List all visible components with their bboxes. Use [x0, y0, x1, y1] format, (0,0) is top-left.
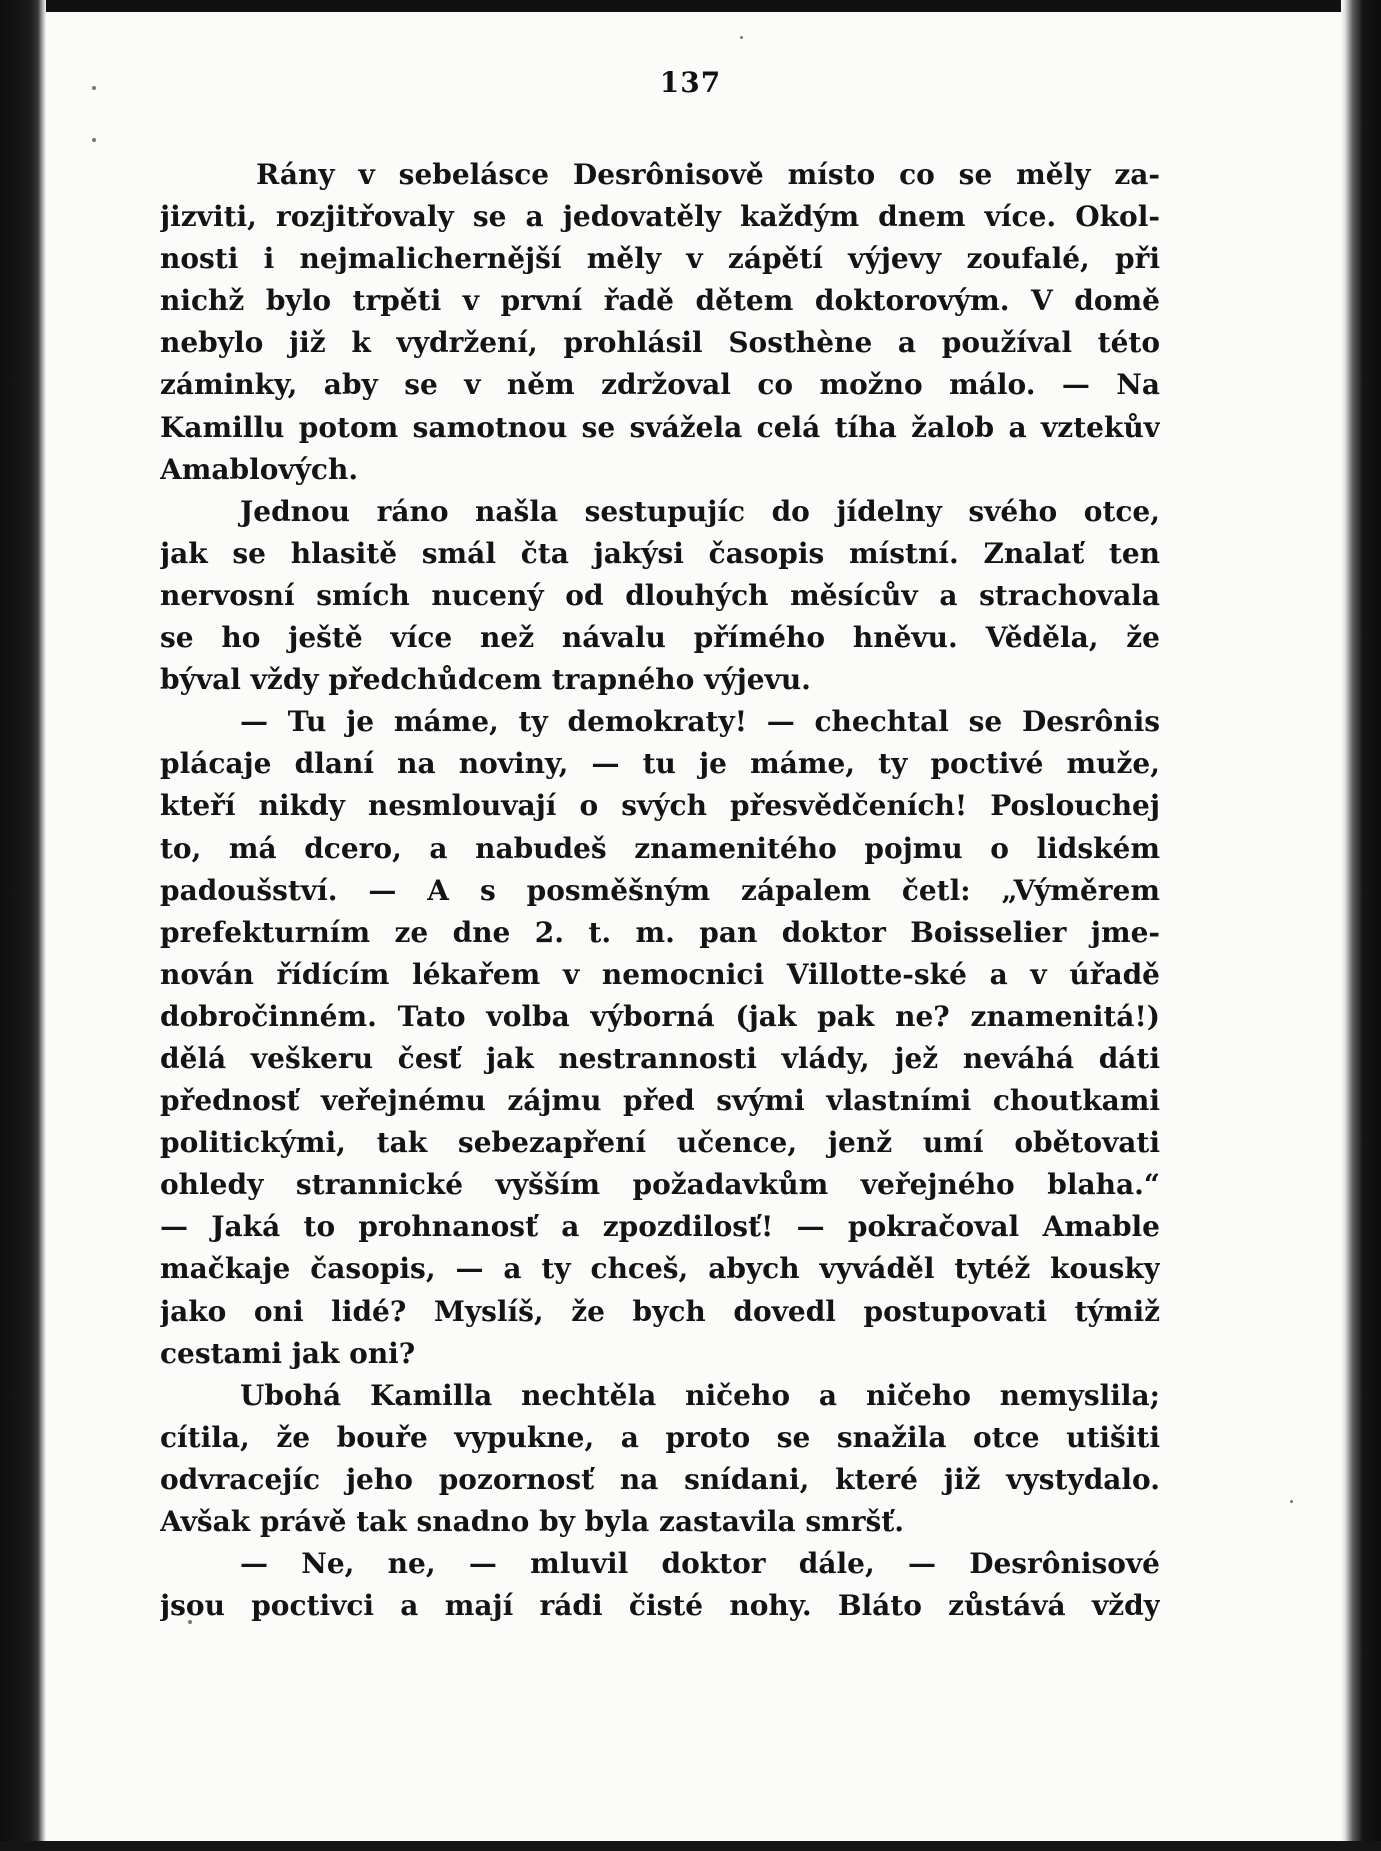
text-line: kteří nikdy nesmlouvají o svých přesvědčeních! Poslouchej	[160, 789, 1160, 823]
text-line: padoušství. — A s posměšným zápalem četl: „Výměrem	[160, 873, 1160, 907]
text-line: ohledy strannické vyšším požadavkům veřejného blaha.“	[160, 1168, 1160, 1202]
scan-border-right	[1341, 0, 1381, 1851]
text-line: nervosní smích nucený od dlouhých měsícův a strachovala	[160, 578, 1160, 612]
text-line: Kamillu potom samotnou se svážela celá tíha žalob a vztekův	[160, 410, 1160, 444]
dust-speck	[92, 138, 96, 142]
text-line: dělá veškeru česť jak nestrannosti vlády, jež neváhá dáti	[160, 1041, 1160, 1075]
text-line: nosti i nejmalichernější měly v zápětí výjevy zoufalé, při	[160, 242, 1160, 276]
text-line: přednosť veřejnému zájmu před svými vlastními choutkami	[160, 1084, 1160, 1118]
text-line: mačkaje časopis, — a ty chceš, abych vyváděl tytéž kousky	[160, 1252, 1160, 1286]
scan-border-top	[0, 0, 1381, 12]
text-line: cítila, že bouře vypukne, a proto se snažila otce utišiti	[160, 1420, 1160, 1454]
text-line: Ubohá Kamilla nechtěla ničeho a ničeho nemyslila;	[240, 1378, 1160, 1412]
text-line: — Jaká to prohnanosť a zpozdilosť! — pokračoval Amable	[160, 1210, 1160, 1244]
text-line: býval vždy předchůdcem trapného výjevu.	[160, 663, 811, 697]
text-line: záminky, aby se v něm zdržoval co možno málo. — Na	[160, 368, 1160, 402]
text-line: Jednou ráno našla sestupujíc do jídelny svého otce,	[240, 494, 1160, 528]
text-line: prefekturním ze dne 2. t. m. pan doktor Boisselier jme-	[160, 915, 1160, 949]
page-number: 137	[659, 66, 722, 99]
text-line: cestami jak oni?	[160, 1336, 416, 1370]
text-line: jak se hlasitě smál čta jakýsi časopis místní. Znalať ten	[160, 536, 1160, 570]
text-line: nichž bylo trpěti v první řadě dětem doktorovým. V domě	[160, 284, 1160, 318]
dust-speck	[1290, 1500, 1293, 1503]
text-line: jako oni lidé? Myslíš, že bych dovedl postupovati týmiž	[160, 1294, 1160, 1328]
scan-border-bottom	[0, 1841, 1381, 1851]
text-line: — Tu je máme, ty demokraty! — chechtal se Desrônis	[240, 705, 1160, 739]
text-line: Rány v sebelásce Desrônisově místo co se měly za-	[256, 158, 1160, 191]
text-line: Avšak právě tak snadno by byla zastavila smršť.	[160, 1505, 904, 1538]
text-line: to, má dcero, a nabudeš znamenitého pojmu o lidském	[160, 831, 1160, 865]
text-line: dobročinném. Tato volba výborná (jak pak ne? znamenitá!)	[160, 999, 1160, 1033]
text-line: plácaje dlaní na noviny, — tu je máme, ty poctivé muže,	[160, 747, 1160, 781]
text-line: jsou poctivci a mají rádi čisté nohy. Bláto zůstává vždy	[160, 1589, 1160, 1623]
text-line: nován řídícím lékařem v nemocnici Villotte-ské a v úřadě	[160, 957, 1160, 991]
scan-border-left	[0, 0, 46, 1851]
dust-speck	[740, 36, 743, 39]
text-line: Amablových.	[160, 452, 359, 486]
text-line: politickými, tak sebezapření učence, jenž umí obětovati	[160, 1126, 1160, 1160]
text-line: odvracejíc jeho pozornosť na snídani, které již vystydalo.	[160, 1462, 1160, 1496]
body-text	[160, 154, 1160, 1627]
text-line: nebylo již k vydržení, prohlásil Sosthène a používal této	[160, 326, 1160, 360]
text-line: — Ne, ne, — mluvil doktor dále, — Desrônisové	[240, 1547, 1160, 1581]
text-line: se ho ještě více než návalu přímého hněvu. Věděla, že	[160, 621, 1160, 655]
text-line: jizviti, rozjitřovaly se a jedovatěly každým dnem více. Okol-	[160, 200, 1160, 234]
